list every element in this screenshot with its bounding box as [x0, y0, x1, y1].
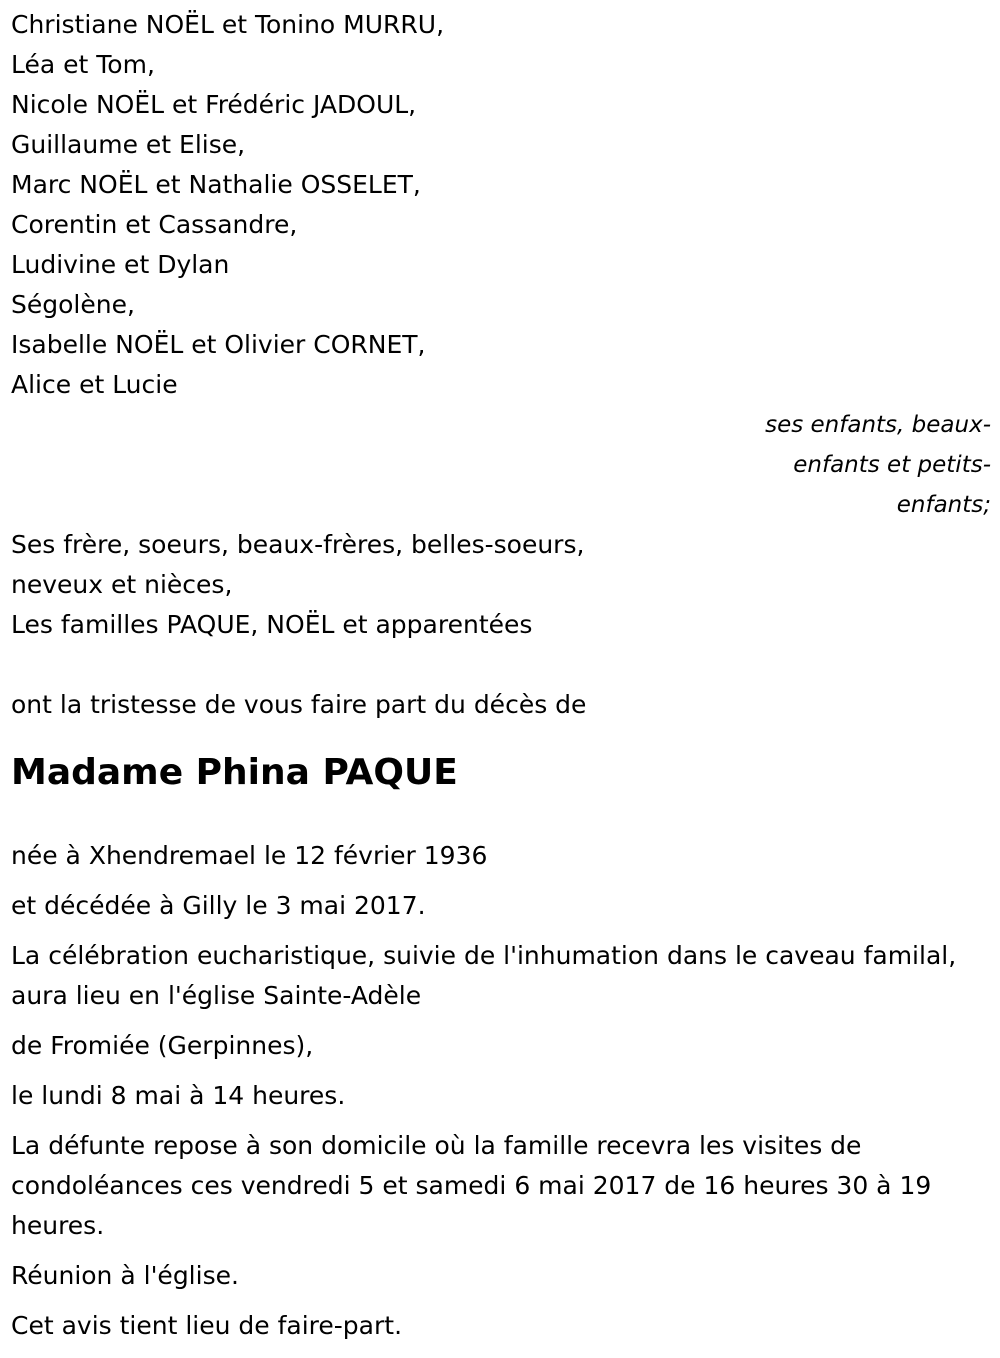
detail-paragraph: Réunion à l'église.	[11, 1261, 239, 1290]
relation-line: enfants;	[896, 492, 991, 518]
family-line: Christiane NOËL et Tonino MURRU,	[11, 10, 445, 39]
detail-paragraph: et décédée à Gilly le 3 mai 2017.	[11, 891, 426, 920]
family-list	[11, 5, 991, 405]
details	[11, 836, 991, 1346]
family-line: Léa et Tom,	[11, 50, 155, 79]
family-line: Isabelle NOËL et Olivier CORNET,	[11, 330, 426, 359]
family-relation	[11, 405, 991, 525]
death-notice	[11, 5, 991, 1356]
family-line: Alice et Lucie	[11, 370, 178, 399]
detail-paragraph: La célébration eucharistique, suivie de l'inhumation dans le caveau familal, aura lieu en l'église Sainte-Adèle	[11, 941, 957, 1010]
detail-paragraph: de Fromiée (Gerpinnes),	[11, 1031, 314, 1060]
relation-line: ses enfants, beaux-	[765, 412, 991, 438]
detail-paragraph: La défunte repose à son domicile où la famille recevra les visites de condoléances ces vendredi 5 et samedi 6 mai 2017 de 16 heures 30 à 19 heures.	[11, 1131, 932, 1240]
extended-family-line: neveux et nièces,	[11, 570, 233, 599]
deceased-name: Madame Phina PAQUE	[11, 752, 458, 793]
detail-paragraph: le lundi 8 mai à 14 heures.	[11, 1081, 346, 1110]
family-line: Ludivine et Dylan	[11, 250, 230, 279]
family-line: Corentin et Cassandre,	[11, 210, 298, 239]
family-line: Marc NOËL et Nathalie OSSELET,	[11, 170, 421, 199]
detail-paragraph: Cet avis tient lieu de faire-part.	[11, 1311, 403, 1340]
family-line: Ségolène,	[11, 290, 135, 319]
relation-line: enfants et petits-	[793, 452, 991, 478]
extended-family-line: Ses frère, soeurs, beaux-frères, belles-soeurs,	[11, 530, 585, 559]
extended-family-list	[11, 525, 991, 645]
announcement-text: ont la tristesse de vous faire part du décès de	[11, 690, 587, 719]
spacer	[11, 645, 991, 685]
detail-paragraph: née à Xhendremael le 12 février 1936	[11, 841, 488, 870]
family-line: Nicole NOËL et Frédéric JADOUL,	[11, 90, 417, 119]
extended-family-line: Les familles PAQUE, NOËL et apparentées	[11, 610, 533, 639]
family-line: Guillaume et Elise,	[11, 130, 246, 159]
